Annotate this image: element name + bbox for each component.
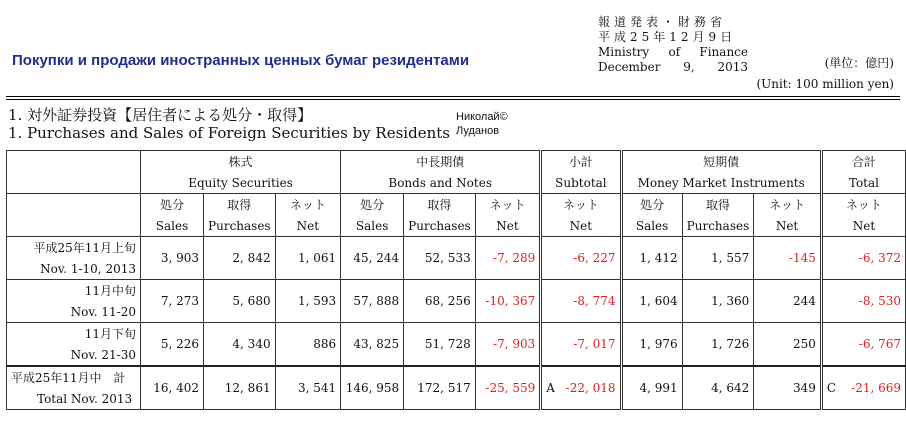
row-label-header bbox=[7, 151, 141, 194]
value-cell: 4, 642 bbox=[682, 366, 754, 410]
value-cell: 43, 825 bbox=[341, 323, 404, 367]
value-cell: 244 bbox=[754, 280, 822, 323]
russian-title: Покупки и продажи иностранных ценных бумаг резидентами bbox=[12, 52, 470, 69]
value-cell: 146, 958 bbox=[341, 366, 404, 410]
value-cell: 1, 557 bbox=[682, 237, 754, 280]
value-cell: 1, 061 bbox=[275, 237, 341, 280]
value-cell: -6, 227 bbox=[541, 237, 621, 280]
group-header-jp-row bbox=[7, 151, 906, 173]
value-cell: 51, 728 bbox=[404, 323, 476, 367]
ministry-name bbox=[598, 45, 748, 60]
sub-header-en: Net bbox=[541, 215, 621, 237]
footnote-mark-a: A bbox=[546, 381, 555, 395]
table-row bbox=[7, 280, 906, 302]
finance-word: Finance bbox=[699, 45, 748, 59]
value-cell: -6, 372 bbox=[821, 237, 905, 280]
sub-header-jp: 処分 bbox=[341, 194, 404, 216]
period-label-en: Nov. 1-10, 2013 bbox=[7, 258, 141, 280]
value-cell: 1, 604 bbox=[621, 280, 682, 323]
sub-header-jp: ネット bbox=[821, 194, 905, 216]
value-cell: -21, 669 bbox=[851, 381, 901, 395]
unit-label-jp: (単位：億円) bbox=[824, 56, 894, 70]
sub-header-jp: 取得 bbox=[682, 194, 754, 216]
subheader-jp-row bbox=[7, 194, 906, 216]
ministry-word: Ministry bbox=[598, 45, 650, 59]
period-label-jp: 11月下旬 bbox=[7, 323, 141, 345]
subtotal-total-cell bbox=[541, 366, 621, 410]
value-cell: -6, 767 bbox=[821, 323, 905, 367]
value-cell: 886 bbox=[275, 323, 341, 367]
sub-header-en: Net bbox=[754, 215, 822, 237]
period-label-en: Nov. 21-30 bbox=[7, 344, 141, 366]
value-cell: -145 bbox=[754, 237, 822, 280]
value-cell: 16, 402 bbox=[140, 366, 203, 410]
period-label-jp: 平成25年11月上旬 bbox=[7, 237, 141, 259]
value-cell: 1, 726 bbox=[682, 323, 754, 367]
value-cell: 349 bbox=[754, 366, 822, 410]
sub-header-en: Net bbox=[275, 215, 341, 237]
group-mmi-en: Money Market Instruments bbox=[621, 172, 821, 194]
value-cell: 5, 680 bbox=[204, 280, 276, 323]
total-label-en: Total Nov. 2013 bbox=[7, 388, 141, 410]
value-cell: 3, 541 bbox=[275, 366, 341, 410]
value-cell: 4, 991 bbox=[621, 366, 682, 410]
unit-label-en: (Unit: 100 million yen) bbox=[756, 77, 894, 91]
value-cell: -25, 559 bbox=[475, 366, 541, 410]
value-cell: 12, 861 bbox=[204, 366, 276, 410]
sub-header-jp: 処分 bbox=[140, 194, 203, 216]
value-cell: 7, 273 bbox=[140, 280, 203, 323]
sub-header-jp: 取得 bbox=[404, 194, 476, 216]
of-word: of bbox=[668, 45, 681, 59]
period-label-jp: 11月中旬 bbox=[7, 280, 141, 302]
sub-header-en: Net bbox=[475, 215, 541, 237]
sub-header-en: Purchases bbox=[204, 215, 276, 237]
value-cell: 52, 533 bbox=[404, 237, 476, 280]
release-date-jp: 平成25年12月9日 bbox=[598, 30, 737, 44]
grand-total-cell bbox=[821, 366, 905, 410]
value-cell: 3, 903 bbox=[140, 237, 203, 280]
sub-header-jp: 取得 bbox=[204, 194, 276, 216]
credit-surname: Луданов bbox=[456, 125, 500, 137]
group-equity-jp: 株式 bbox=[140, 151, 340, 173]
value-cell: 250 bbox=[754, 323, 822, 367]
value-cell: 2, 842 bbox=[204, 237, 276, 280]
sub-header-jp: ネット bbox=[475, 194, 541, 216]
sub-header-en: Sales bbox=[140, 215, 203, 237]
sub-header-en: Net bbox=[821, 215, 905, 237]
value-cell: -8, 530 bbox=[821, 280, 905, 323]
total-row bbox=[7, 366, 906, 388]
release-date-en bbox=[598, 60, 748, 75]
value-cell: 68, 256 bbox=[404, 280, 476, 323]
subheader-en-row bbox=[7, 215, 906, 237]
footnote-mark-c: C bbox=[826, 381, 837, 395]
author-credit bbox=[456, 110, 508, 138]
group-equity-en: Equity Securities bbox=[140, 172, 340, 194]
group-bonds-jp: 中長期債 bbox=[341, 151, 541, 173]
securities-table bbox=[6, 150, 906, 410]
section-title-en: 1. Purchases and Sales of Foreign Securities by Residents bbox=[8, 124, 450, 142]
sub-header-jp: 処分 bbox=[621, 194, 682, 216]
sub-header-en: Purchases bbox=[682, 215, 754, 237]
value-cell: 45, 244 bbox=[341, 237, 404, 280]
sub-header-jp: ネット bbox=[754, 194, 822, 216]
period-label-en: Nov. 11-20 bbox=[7, 301, 141, 323]
group-total-en: Total bbox=[821, 172, 905, 194]
group-header-en-row bbox=[7, 172, 906, 194]
credit-name: Николай© bbox=[456, 111, 508, 123]
value-cell: 5, 226 bbox=[140, 323, 203, 367]
value-cell: 1, 593 bbox=[275, 280, 341, 323]
value-cell: -10, 367 bbox=[475, 280, 541, 323]
year-word: 2013 bbox=[717, 60, 748, 74]
value-cell: 1, 360 bbox=[682, 280, 754, 323]
press-release-label: 報道発表・財務省 bbox=[598, 15, 727, 29]
sub-header-en: Sales bbox=[621, 215, 682, 237]
table-row bbox=[7, 237, 906, 259]
table-row bbox=[7, 323, 906, 345]
total-label-jp: 平成25年11月中 計 bbox=[7, 366, 141, 388]
day-word: 9, bbox=[683, 60, 695, 74]
value-cell: -7, 903 bbox=[475, 323, 541, 367]
group-bonds-en: Bonds and Notes bbox=[341, 172, 541, 194]
month-word: December bbox=[598, 60, 661, 74]
sub-header-en: Sales bbox=[341, 215, 404, 237]
sub-header-jp: ネット bbox=[541, 194, 621, 216]
value-cell: 4, 340 bbox=[204, 323, 276, 367]
section-title-jp: 1. 対外証券投資【居住者による処分・取得】 bbox=[8, 106, 313, 124]
value-cell: -22, 018 bbox=[565, 381, 616, 395]
ministry-header bbox=[598, 15, 748, 75]
value-cell: -8, 774 bbox=[541, 280, 621, 323]
value-cell: -7, 289 bbox=[475, 237, 541, 280]
value-cell: 57, 888 bbox=[341, 280, 404, 323]
group-subtotal-en: Subtotal bbox=[541, 172, 621, 194]
value-cell: 172, 517 bbox=[404, 366, 476, 410]
value-cell: -7, 017 bbox=[541, 323, 621, 367]
value-cell: 1, 412 bbox=[621, 237, 682, 280]
row-label-subheader bbox=[7, 194, 141, 237]
group-total-jp: 合計 bbox=[821, 151, 905, 173]
group-subtotal-jp: 小計 bbox=[541, 151, 621, 173]
sub-header-en: Purchases bbox=[404, 215, 476, 237]
group-mmi-jp: 短期債 bbox=[621, 151, 821, 173]
sub-header-jp: ネット bbox=[275, 194, 341, 216]
header-divider bbox=[6, 96, 900, 100]
value-cell: 1, 976 bbox=[621, 323, 682, 367]
